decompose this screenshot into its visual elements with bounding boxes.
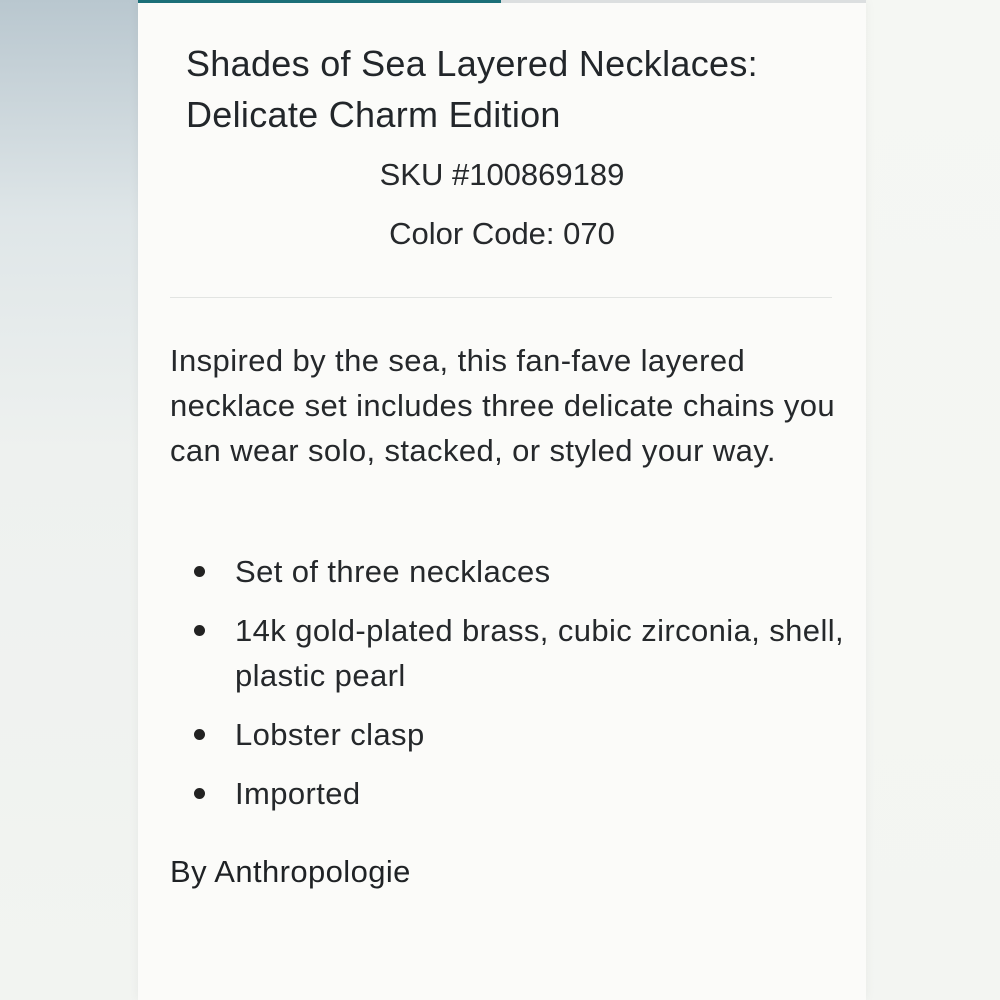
bullet-icon [194, 566, 205, 577]
feature-item [170, 549, 850, 594]
product-title-line-2: Delicate Charm Edition [186, 94, 561, 135]
active-tab-indicator [138, 0, 501, 3]
right-background [866, 0, 1000, 1000]
bullet-icon [194, 625, 205, 636]
feature-text: Lobster clasp [235, 717, 425, 752]
feature-text: Set of three necklaces [235, 554, 551, 589]
feature-item [170, 712, 850, 757]
product-title-line-1: Shades of Sea Layered Necklaces: [186, 43, 758, 84]
brand-line: By Anthropologie [170, 854, 411, 889]
feature-item [170, 771, 850, 816]
bullet-icon [194, 729, 205, 740]
product-description: Inspired by the sea, this fan-fave layered necklace set includes three delicate chains you can wear solo, stacked, or styled your way. [170, 343, 836, 468]
product-color-code: Color Code: 070 [389, 216, 615, 251]
product-title [186, 38, 846, 140]
feature-item [170, 608, 850, 698]
feature-list [170, 549, 850, 830]
product-sku: SKU #100869189 [379, 157, 625, 192]
feature-text: 14k gold-plated brass, cubic zirconia, shell, plastic pearl [235, 613, 845, 693]
feature-text: Imported [235, 776, 361, 811]
left-background [0, 0, 140, 1000]
bullet-icon [194, 788, 205, 799]
section-divider [170, 297, 832, 298]
